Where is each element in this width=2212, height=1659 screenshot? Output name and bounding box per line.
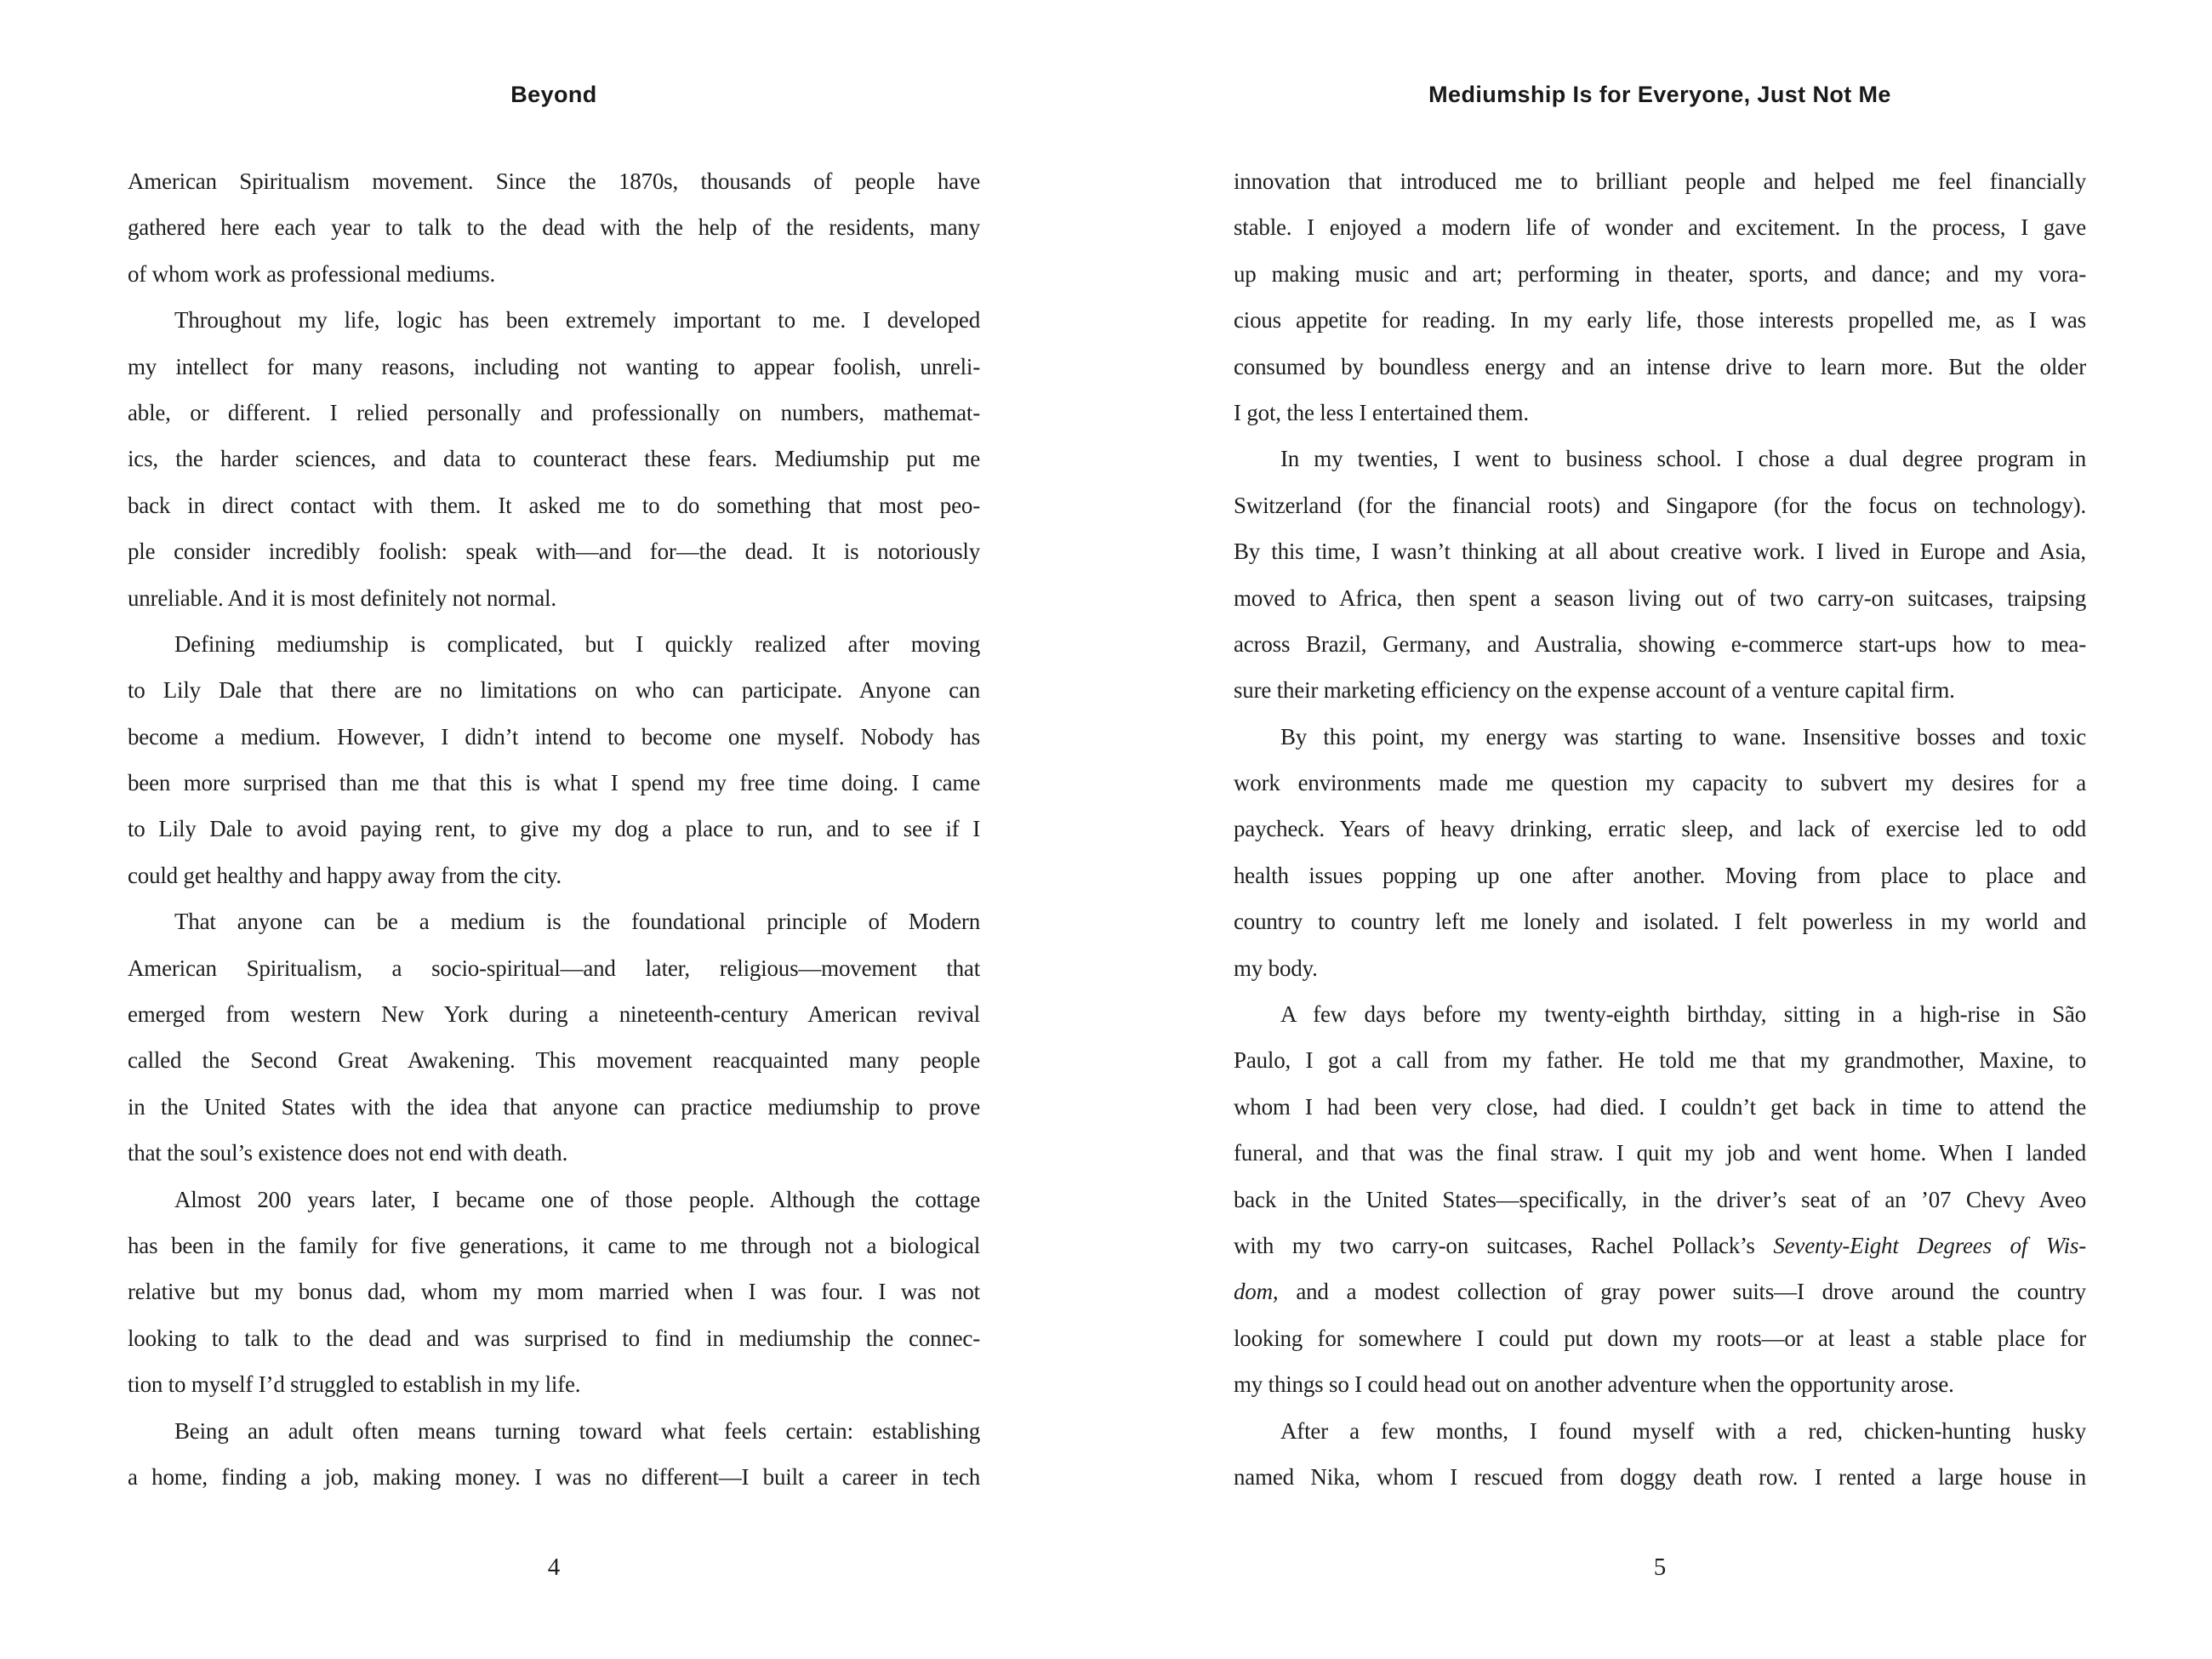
text-line: been more surprised than me that this is what I spend my free time doing. I came <box>128 770 980 796</box>
text-line: cious appetite for reading. In my early life, those interests propelled me, as I was <box>1234 307 2086 334</box>
text-line: in the United States with the idea that anyone can practice mediumship to prove <box>128 1093 980 1120</box>
text-line: Throughout my life, logic has been extremely important to me. I developed <box>174 307 980 334</box>
text-line: of whom work as professional mediums. <box>128 260 496 287</box>
text-line: my intellect for many reasons, including not wanting to appear foolish, unreli- <box>128 353 980 379</box>
text-line: emerged from western New York during a nineteenth-century American revival <box>128 1001 980 1028</box>
text-line: Paulo, I got a call from my father. He told me that my grandmother, Maxine, to <box>1234 1047 2086 1074</box>
text-segment: and a modest collection of gray power suits—I drove around the country <box>1278 1279 2086 1305</box>
text-line: innovation that introduced me to brilliant people and helped me feel financially <box>1234 168 2086 194</box>
body-text <box>1234 158 2086 1500</box>
text-line: up making music and art; performing in theater, sports, and dance; and my vora- <box>1234 260 2086 287</box>
text-line: moved to Africa, then spent a season living out of two carry-on suitcases, traipsing <box>1234 584 2086 611</box>
text-line: work environments made me question my capacity to subvert my desires for a <box>1234 770 2086 796</box>
book-page-right <box>1106 0 2212 1659</box>
text-line: could get healthy and happy away from the city. <box>128 862 562 888</box>
body-text <box>128 158 980 1500</box>
text-line: That anyone can be a medium is the foundational principle of Modern <box>174 909 980 935</box>
text-line: After a few months, I found myself with a red, chicken-hunting husky <box>1280 1417 2086 1444</box>
paragraph <box>1234 991 2086 1408</box>
text-line: I got, the less I entertained them. <box>1234 399 1529 425</box>
paragraph <box>128 898 980 1176</box>
text-line: that the soul’s existence does not end with death. <box>128 1140 568 1166</box>
text-line <box>1234 1268 2086 1314</box>
text-line: named Nika, whom I rescued from doggy death row. I rented a large house in <box>1234 1463 2086 1490</box>
text-line: funeral, and that was the final straw. I quit my job and went home. When I landed <box>1234 1140 2086 1166</box>
paragraph <box>1234 1408 2086 1501</box>
paragraph <box>128 297 980 621</box>
text-line: A few days before my twenty-eighth birthday, sitting in a high-rise in São <box>1280 1001 2086 1028</box>
text-segment: with my two carry-on suitcases, Rachel Pollack’s <box>1234 1232 1774 1258</box>
text-line: across Brazil, Germany, and Australia, showing e-commerce start-ups how to mea- <box>1234 630 2086 657</box>
text-line: looking for somewhere I could put down my roots—or at least a stable place for <box>1234 1325 2086 1351</box>
text-line: American Spiritualism, a socio-spiritual—and later, religious—movement that <box>128 955 980 981</box>
paragraph <box>1234 158 2086 436</box>
text-line: consumed by boundless energy and an intense drive to learn more. But the older <box>1234 353 2086 379</box>
text-line: has been in the family for five generations, it came to me through not a biological <box>128 1232 980 1258</box>
text-line: health issues popping up one after another. Moving from place to place and <box>1234 862 2086 888</box>
text-line: to Lily Dale to avoid paying rent, to give my dog a place to run, and to see if I <box>128 816 980 842</box>
text-line: Switzerland (for the financial roots) and Singapore (for the focus on technology). <box>1234 492 2086 518</box>
text-line: called the Second Great Awakening. This movement reacquainted many people <box>128 1047 980 1074</box>
text-line: to Lily Dale that there are no limitations on who can participate. Anyone can <box>128 677 980 704</box>
text-line: In my twenties, I went to business school. I chose a dual degree program in <box>1280 446 2086 472</box>
text-line: a home, finding a job, making money. I was no different—I built a career in tech <box>128 1463 980 1490</box>
text-line: country to country left me lonely and isolated. I felt powerless in my world and <box>1234 909 2086 935</box>
text-line: paycheck. Years of heavy drinking, erratic sleep, and lack of exercise led to odd <box>1234 816 2086 842</box>
paragraph <box>128 1177 980 1408</box>
text-line: ple consider incredibly foolish: speak with—and for—the dead. It is notoriously <box>128 539 980 565</box>
paragraph <box>1234 714 2086 991</box>
text-line: ics, the harder sciences, and data to counteract these fears. Mediumship put me <box>128 446 980 472</box>
text-line: my things so I could head out on another adventure when the opportunity arose. <box>1234 1371 1954 1398</box>
paragraph <box>128 1408 980 1501</box>
running-header: Mediumship Is for Everyone, Just Not Me <box>1428 82 1891 107</box>
text-line: whom I had been very close, had died. I couldn’t get back in time to attend the <box>1234 1093 2086 1120</box>
text-line: back in direct contact with them. It asked me to do something that most peo- <box>128 492 980 518</box>
text-line: back in the United States—specifically, in the driver’s seat of an ’07 Chevy Aveo <box>1234 1186 2086 1212</box>
text-line: become a medium. However, I didn’t intend to become one myself. Nobody has <box>128 723 980 750</box>
text-line: American Spiritualism movement. Since the 1870s, thousands of people have <box>128 168 980 194</box>
text-line: Defining mediumship is complicated, but I quickly realized after moving <box>174 630 980 657</box>
paragraph <box>128 621 980 898</box>
running-header: Beyond <box>510 82 597 107</box>
text-line: Almost 200 years later, I became one of those people. Although the cottage <box>174 1186 980 1212</box>
text-line: stable. I enjoyed a modern life of wonder and excitement. In the process, I gave <box>1234 214 2086 241</box>
text-line: relative but my bonus dad, whom my mom married when I was four. I was not <box>128 1279 980 1305</box>
book-title-italic: dom, <box>1234 1279 1279 1305</box>
text-line <box>1234 1223 2086 1268</box>
text-line: gathered here each year to talk to the dead with the help of the residents, many <box>128 214 980 241</box>
text-line: By this point, my energy was starting to wane. Insensitive bosses and toxic <box>1280 723 2086 750</box>
text-line: unreliable. And it is most definitely not normal. <box>128 584 556 611</box>
text-line: By this time, I wasn’t thinking at all about creative work. I lived in Europe and Asia, <box>1234 539 2086 565</box>
text-line: Being an adult often means turning toward what feels certain: establishing <box>174 1417 980 1444</box>
text-line: looking to talk to the dead and was surprised to find in mediumship the connec- <box>128 1325 980 1351</box>
text-line: sure their marketing efficiency on the expense account of a venture capital firm. <box>1234 677 1955 704</box>
page-number: 4 <box>547 1554 561 1581</box>
paragraph <box>1234 436 2086 713</box>
paragraph <box>128 158 980 297</box>
text-line: tion to myself I’d struggled to establish in my life. <box>128 1371 581 1398</box>
page-number: 5 <box>1653 1554 1667 1581</box>
text-line: able, or different. I relied personally and professionally on numbers, mathemat- <box>128 399 980 425</box>
book-title-italic: Seventy-Eight Degrees of Wis- <box>1773 1232 2086 1258</box>
text-line: my body. <box>1234 955 1318 981</box>
